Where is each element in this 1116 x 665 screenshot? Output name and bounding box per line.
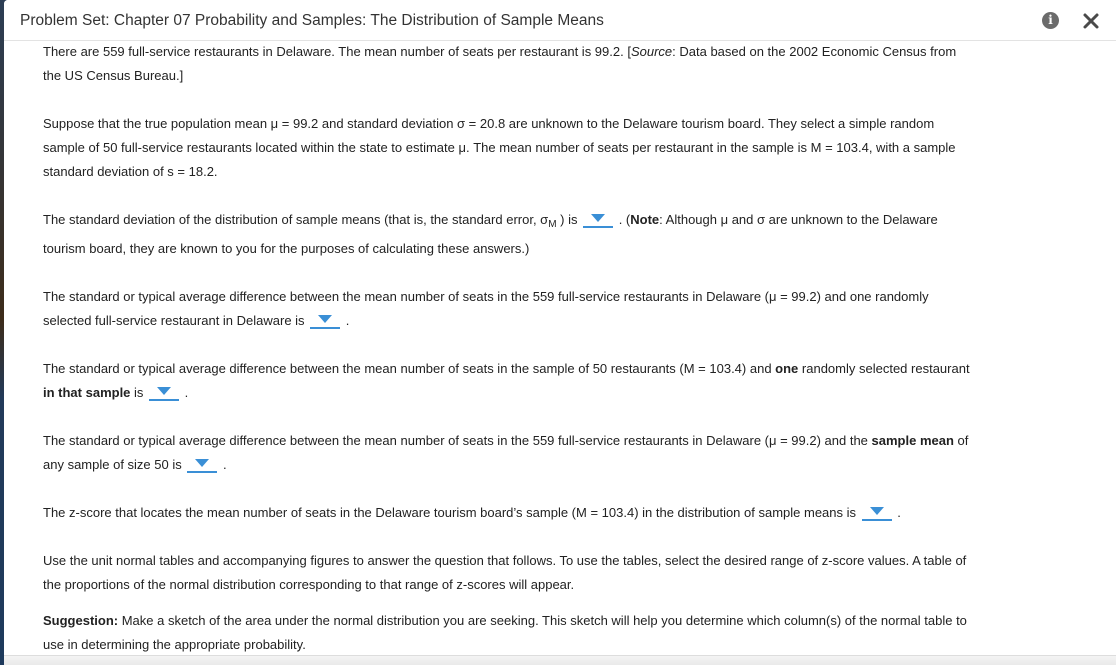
answer-dropdown-5[interactable]	[862, 501, 892, 521]
intro-paragraph-2: Suppose that the true population mean μ = 99.2 and standard deviation σ = 20.8 are unknown to the Delaware tourism board. They select a simple random sample of 50 full-service restaurants located within the state to estimate μ. The mean number of seats per restaurant in the sample is M = 103.4, with a sample standard deviation of s = 18.2.	[43, 116, 956, 179]
question-z-score	[43, 501, 973, 525]
q3-end: .	[181, 385, 189, 400]
dialog-title: Problem Set: Chapter 07 Probability and Samples: The Distribution of Sample Means	[20, 12, 604, 29]
question-population-difference	[43, 285, 973, 333]
q1-text: The standard deviation of the distribution of sample means (that is, the standard error, σ	[43, 212, 549, 227]
q2-text: The standard or typical average difference between the mean number of seats in the 559 full-service restaurants in Delaware (μ = 99.2) and one randomly selected full-service restaurant in Delaware is	[43, 289, 929, 328]
q4-end: .	[219, 457, 227, 472]
answer-dropdown-3[interactable]	[149, 381, 179, 401]
source-text: : Data based on the 2002 Economic Census from the US Census Bureau.]	[43, 44, 957, 83]
intro-text: There are 559 full-service restaurants in Delaware. The mean number of seats per restaurant is 99.2. [	[43, 44, 631, 59]
q3-mid-text: randomly selected restaurant	[798, 361, 970, 376]
question-sample-mean-difference	[43, 429, 973, 477]
q3-text: The standard or typical average difference between the mean number of seats in the sample of 50 restaurants (M = 103.4) and	[43, 361, 776, 376]
q4-text: The standard or typical average difference between the mean number of seats in the 559 full-service restaurants in Delaware (μ = 99.2) and the	[43, 433, 872, 448]
question-standard-error	[43, 208, 973, 261]
source-label: Source	[630, 44, 673, 59]
answer-dropdown-1[interactable]	[583, 208, 613, 228]
suggestion-label: Suggestion:	[43, 613, 119, 628]
answer-dropdown-4[interactable]	[187, 453, 217, 473]
dialog-header	[4, 0, 1116, 41]
info-icon[interactable]: i	[1042, 12, 1059, 29]
dialog-body	[43, 40, 973, 657]
answer-dropdown-2[interactable]	[310, 309, 340, 329]
suggestion-paragraph	[43, 609, 973, 657]
q3-bold-sample: in that sample	[43, 385, 131, 400]
q1-paren: . (	[615, 212, 631, 227]
instructions-paragraph: Use the unit normal tables and accompanying figures to answer the question that follows. To use the tables, select the desired range of z-score values. A table of the proportions of the normal distribution corresponding to that range of z-scores will appear.	[43, 553, 967, 592]
q5-text: The z-score that locates the mean number of seats in the Delaware tourism board’s sample (M = 103.4) in the distribution of sample means is	[43, 505, 860, 520]
suggestion-text: Make a sketch of the area under the normal distribution you are seeking. This sketch will help you determine which column(s) of the normal table to use in determining the appropriate probability.	[43, 613, 967, 652]
dialog-footer-edge	[4, 655, 1116, 665]
problem-dialog	[4, 0, 1116, 665]
q5-end: .	[893, 505, 901, 520]
q3-is: is	[130, 385, 148, 400]
question-sample-difference	[43, 357, 973, 405]
q4-bold-sample-mean: sample mean	[871, 433, 954, 448]
q1-note-text: : Although μ and σ are unknown to the Delaware tourism board, they are known to you for the purposes of calculating these answers.)	[43, 212, 938, 256]
note-label: Note	[630, 212, 660, 227]
q2-end: .	[342, 313, 350, 328]
q4-mid-text: of any sample of size 50 is	[43, 433, 969, 472]
close-icon[interactable]	[1080, 10, 1102, 32]
sigma-subscript: M	[548, 219, 557, 230]
intro-paragraph-1	[43, 40, 973, 88]
q3-bold-one: one	[775, 361, 799, 376]
q1-mid-text: ) is	[556, 212, 582, 227]
